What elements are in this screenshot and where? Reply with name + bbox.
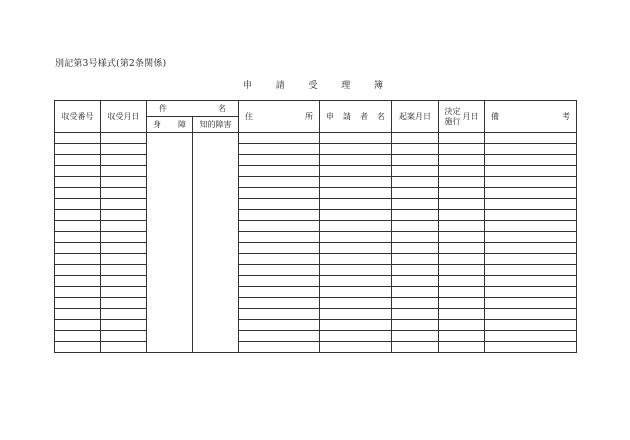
table-cell[interactable] (55, 232, 101, 243)
table-cell[interactable] (392, 210, 439, 221)
table-cell[interactable] (55, 287, 101, 298)
table-cell[interactable] (55, 199, 101, 210)
table-cell[interactable] (101, 210, 147, 221)
table-cell[interactable] (101, 287, 147, 298)
table-cell[interactable] (392, 276, 439, 287)
table-cell[interactable] (485, 287, 577, 298)
table-cell[interactable] (320, 342, 392, 353)
table-cell[interactable] (392, 287, 439, 298)
table-cell[interactable] (439, 342, 485, 353)
table-cell[interactable] (55, 243, 101, 254)
title-char: 簿 (373, 81, 383, 91)
table-cell[interactable] (239, 331, 320, 342)
table-cell[interactable] (392, 188, 439, 199)
table-cell[interactable] (239, 188, 320, 199)
table-cell[interactable] (55, 309, 101, 320)
table-cell[interactable] (55, 144, 101, 155)
table-cell[interactable] (239, 287, 320, 298)
table-cell[interactable] (239, 144, 320, 155)
table-cell[interactable] (239, 309, 320, 320)
header-applicant-char: 請 (343, 112, 351, 121)
table-row (55, 309, 577, 320)
table-cell[interactable] (320, 166, 392, 177)
table-cell[interactable] (320, 155, 392, 166)
table-cell[interactable] (101, 320, 147, 331)
table-cell[interactable] (392, 232, 439, 243)
table-cell[interactable] (101, 309, 147, 320)
table-cell[interactable] (320, 177, 392, 188)
table-row (55, 210, 577, 221)
table-cell[interactable] (485, 254, 577, 265)
table-cell[interactable] (485, 276, 577, 287)
table-cell[interactable] (320, 287, 392, 298)
table-cell[interactable] (439, 232, 485, 243)
table-cell[interactable] (439, 210, 485, 221)
table-cell[interactable] (392, 177, 439, 188)
table-row (55, 221, 577, 232)
table-row (55, 331, 577, 342)
header-subject-intellectual: 知的障害 (193, 117, 239, 133)
table-row (55, 254, 577, 265)
table-cell[interactable] (392, 331, 439, 342)
title-char: 請 (275, 81, 285, 91)
table-cell[interactable] (55, 188, 101, 199)
table-cell[interactable] (101, 155, 147, 166)
table-cell[interactable] (55, 276, 101, 287)
table-cell[interactable] (439, 243, 485, 254)
table-cell[interactable] (485, 232, 577, 243)
title-char: 理 (341, 81, 351, 91)
table-cell[interactable] (239, 320, 320, 331)
table-row (55, 287, 577, 298)
table-row (55, 243, 577, 254)
table-cell[interactable] (101, 243, 147, 254)
table-cell[interactable] (101, 221, 147, 232)
table-cell[interactable] (101, 331, 147, 342)
table-cell[interactable] (320, 320, 392, 331)
table-cell[interactable] (101, 342, 147, 353)
form-caption: 別記第3号様式(第2条関係) (55, 59, 167, 69)
header-address-char: 住 (245, 112, 253, 121)
register-table (54, 100, 577, 353)
table-cell[interactable] (55, 342, 101, 353)
table-cell[interactable] (439, 331, 485, 342)
table-cell[interactable] (485, 221, 577, 232)
register-title (243, 78, 383, 91)
table-cell[interactable] (485, 155, 577, 166)
table-cell[interactable] (439, 188, 485, 199)
header-subject (147, 101, 239, 117)
table-cell[interactable] (485, 298, 577, 309)
table-cell[interactable] (320, 133, 392, 144)
table-cell[interactable] (239, 298, 320, 309)
table-cell[interactable] (439, 155, 485, 166)
header-decision-suffix: 月日 (462, 112, 479, 121)
header-receipt-date: 収受月日 (101, 101, 147, 133)
title-char: 受 (308, 81, 318, 91)
header-applicant-char: 申 (326, 112, 334, 121)
header-remarks-char: 備 (491, 112, 499, 121)
table-cell[interactable] (439, 199, 485, 210)
header-physical-char: 障 (178, 120, 186, 129)
table-row (55, 166, 577, 177)
table-cell[interactable] (101, 166, 147, 177)
header-row-top (55, 101, 577, 117)
table-cell[interactable] (439, 276, 485, 287)
table-cell[interactable] (239, 276, 320, 287)
table-cell[interactable] (101, 254, 147, 265)
table-cell[interactable] (55, 265, 101, 276)
table-cell[interactable] (320, 331, 392, 342)
header-decision-top: 決定 (444, 106, 461, 116)
table-cell[interactable] (439, 265, 485, 276)
table-row (55, 298, 577, 309)
table-cell[interactable] (485, 309, 577, 320)
header-decision-bottom: 施行 (444, 116, 461, 126)
table-cell[interactable] (439, 309, 485, 320)
title-char: 申 (243, 81, 253, 91)
table-row (55, 265, 577, 276)
subject-intellectual-cell[interactable] (193, 133, 239, 353)
table-cell[interactable] (439, 298, 485, 309)
table-cell[interactable] (485, 342, 577, 353)
table-cell[interactable] (55, 331, 101, 342)
table-cell[interactable] (101, 133, 147, 144)
table-cell[interactable] (392, 155, 439, 166)
table-cell[interactable] (439, 144, 485, 155)
table-cell[interactable] (320, 309, 392, 320)
table-cell[interactable] (101, 199, 147, 210)
header-subject-char: 件 (159, 104, 167, 113)
table-cell[interactable] (239, 342, 320, 353)
table-cell[interactable] (101, 232, 147, 243)
table-cell[interactable] (392, 265, 439, 276)
table-cell[interactable] (392, 166, 439, 177)
table-cell[interactable] (439, 221, 485, 232)
table-row (55, 342, 577, 353)
table-cell[interactable] (320, 276, 392, 287)
table-cell[interactable] (320, 254, 392, 265)
table-cell[interactable] (485, 265, 577, 276)
table-cell[interactable] (239, 177, 320, 188)
header-applicant-name (320, 101, 392, 133)
header-physical-char: 身 (153, 120, 161, 129)
table-cell[interactable] (392, 298, 439, 309)
table-cell[interactable] (320, 232, 392, 243)
table-cell[interactable] (239, 155, 320, 166)
table-row (55, 188, 577, 199)
table-cell[interactable] (320, 210, 392, 221)
table-row (55, 232, 577, 243)
header-remarks (485, 101, 577, 133)
register-body (55, 133, 577, 353)
table-cell[interactable] (55, 320, 101, 331)
table-cell[interactable] (485, 133, 577, 144)
table-cell[interactable] (392, 320, 439, 331)
table-cell[interactable] (239, 133, 320, 144)
table-cell[interactable] (392, 133, 439, 144)
table-cell[interactable] (485, 144, 577, 155)
table-cell[interactable] (320, 188, 392, 199)
table-row (55, 199, 577, 210)
table-cell[interactable] (439, 177, 485, 188)
table-cell[interactable] (439, 287, 485, 298)
table-cell[interactable] (392, 254, 439, 265)
table-cell[interactable] (101, 177, 147, 188)
table-cell[interactable] (101, 265, 147, 276)
table-cell[interactable] (101, 276, 147, 287)
table-cell[interactable] (392, 144, 439, 155)
table-cell[interactable] (55, 298, 101, 309)
header-draft-date: 起案月日 (392, 101, 439, 133)
header-applicant-char: 名 (377, 112, 385, 121)
table-cell[interactable] (485, 331, 577, 342)
table-cell[interactable] (239, 243, 320, 254)
table-cell[interactable] (320, 199, 392, 210)
table-cell[interactable] (55, 133, 101, 144)
table-cell[interactable] (101, 298, 147, 309)
table-cell[interactable] (55, 210, 101, 221)
table-cell[interactable] (320, 243, 392, 254)
table-cell[interactable] (485, 166, 577, 177)
table-cell[interactable] (392, 342, 439, 353)
table-cell[interactable] (239, 199, 320, 210)
table-row (55, 276, 577, 287)
table-cell[interactable] (101, 188, 147, 199)
header-remarks-char: 考 (562, 112, 570, 121)
header-subject-char: 名 (218, 104, 226, 113)
table-cell[interactable] (485, 210, 577, 221)
header-subject-physical (147, 117, 193, 133)
table-cell[interactable] (392, 199, 439, 210)
table-cell[interactable] (320, 221, 392, 232)
table-cell[interactable] (320, 265, 392, 276)
table-cell[interactable] (239, 221, 320, 232)
header-address (239, 101, 320, 133)
subject-physical-cell[interactable] (147, 133, 193, 353)
table-cell[interactable] (392, 221, 439, 232)
table-cell[interactable] (485, 188, 577, 199)
table-cell[interactable] (439, 320, 485, 331)
table-cell[interactable] (485, 320, 577, 331)
table-cell[interactable] (439, 254, 485, 265)
table-cell[interactable] (485, 177, 577, 188)
table-cell[interactable] (55, 166, 101, 177)
table-row (55, 320, 577, 331)
header-applicant-char: 者 (360, 112, 368, 121)
table-row (55, 177, 577, 188)
table-cell[interactable] (439, 166, 485, 177)
table-cell[interactable] (101, 144, 147, 155)
table-row (55, 144, 577, 155)
table-cell[interactable] (320, 144, 392, 155)
table-cell[interactable] (392, 309, 439, 320)
header-receipt-number: 収受番号 (55, 101, 101, 133)
header-decision-date (439, 101, 485, 133)
table-cell[interactable] (392, 243, 439, 254)
table-row (55, 133, 577, 144)
table-row (55, 155, 577, 166)
table-cell[interactable] (55, 155, 101, 166)
table-cell[interactable] (320, 298, 392, 309)
table-cell[interactable] (55, 254, 101, 265)
table-cell[interactable] (239, 166, 320, 177)
table-cell[interactable] (55, 221, 101, 232)
header-address-char: 所 (305, 112, 313, 121)
table-cell[interactable] (239, 210, 320, 221)
table-cell[interactable] (239, 254, 320, 265)
table-cell[interactable] (485, 243, 577, 254)
table-cell[interactable] (485, 199, 577, 210)
table-cell[interactable] (55, 177, 101, 188)
table-cell[interactable] (239, 232, 320, 243)
table-cell[interactable] (439, 133, 485, 144)
table-cell[interactable] (239, 265, 320, 276)
